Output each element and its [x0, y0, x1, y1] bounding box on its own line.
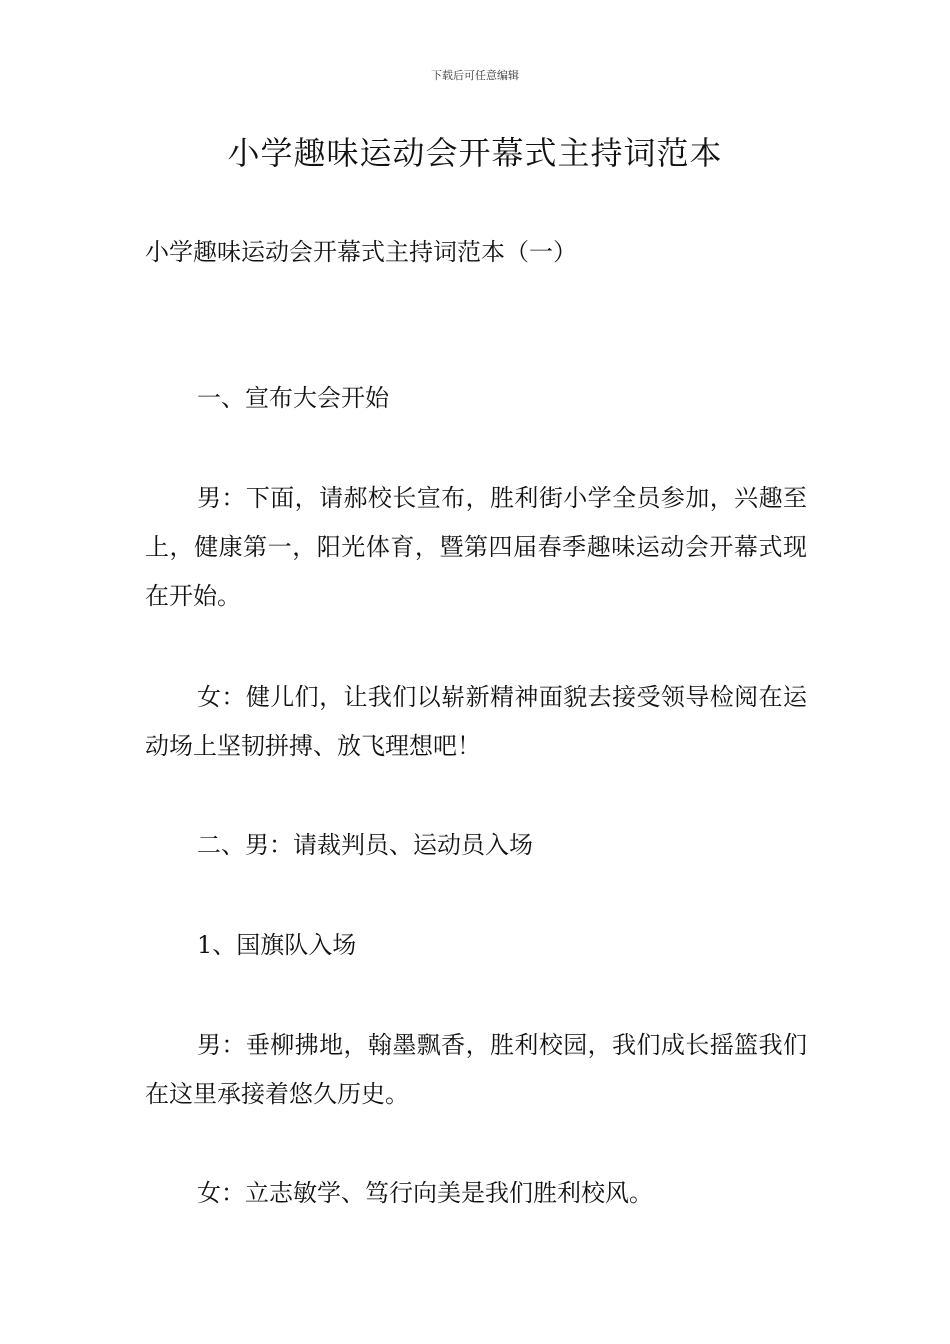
paragraph-announce-start: 一、宣布大会开始 — [197, 384, 389, 412]
paragraph-athletes-enter: 二、男：请裁判员、运动员入场 — [197, 831, 533, 859]
header-note: 下载后可任意编辑 — [431, 69, 519, 82]
paragraph-female-school-motto: 女：立志敏学、笃行向美是我们胜利校风。 — [197, 1179, 653, 1207]
paragraph-female-opening: 女：健儿们，让我们以崭新精神面貌去接受领导检阅在运动场上坚韧拼搏、放飞理想吧！ — [145, 683, 807, 760]
document-title: 小学趣味运动会开幕式主持词范本 — [227, 134, 723, 172]
section-subtitle: 小学趣味运动会开幕式主持词范本（一） — [145, 238, 577, 266]
paragraph-male-campus: 男：垂柳拂地，翰墨飘香，胜利校园，我们成长摇篮我们在这里承接着悠久历史。 — [145, 1031, 807, 1108]
paragraph-flag-team: 1、国旗队入场 — [197, 931, 357, 959]
paragraph-male-opening: 男：下面，请郝校长宣布，胜利街小学全员参加，兴趣至上，健康第一，阳光体育，暨第四届春季趣味运动会开幕式现在开始。 — [145, 484, 807, 610]
